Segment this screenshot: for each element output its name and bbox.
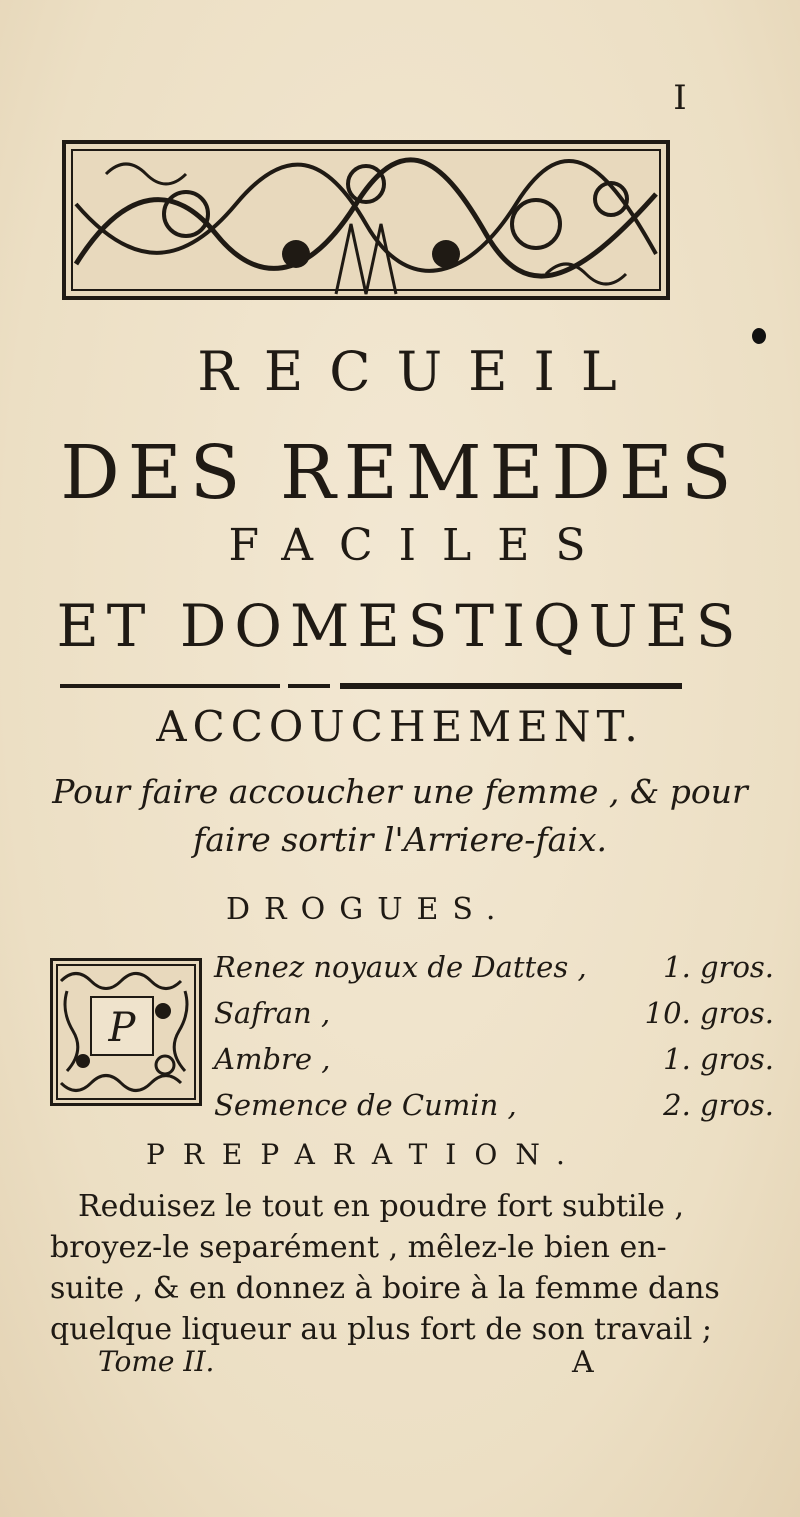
ingredient-row	[214, 950, 774, 996]
drogues-heading: DROGUES.	[226, 892, 510, 927]
preparation-heading: PREPARATION.	[146, 1138, 583, 1171]
ingredient-row	[214, 1088, 774, 1134]
ingredient-qty: 1. gros.	[663, 1042, 774, 1076]
body-line: broyez-le separément , mêlez-le bien en-	[50, 1230, 667, 1265]
page-number: I	[673, 78, 687, 118]
ingredient-name: Safran ,	[214, 996, 331, 1030]
section-subtitle-line-1: Pour faire accoucher une femme , & pour	[52, 772, 748, 811]
initial-letter: P	[108, 1005, 136, 1051]
decorated-initial	[50, 958, 202, 1106]
section-title: ACCOUCHEMENT.	[156, 702, 644, 751]
footer-tome: Tome II.	[98, 1345, 215, 1378]
divider-rule	[60, 682, 682, 692]
title-line-3: FACILES	[228, 520, 612, 571]
title-line-1: RECUEIL	[197, 340, 643, 403]
body-line: suite , & en donnez à boire à la femme dans	[50, 1271, 720, 1306]
decorated-initial-icon	[53, 961, 199, 1103]
title-line-2: DES REMEDES	[60, 430, 740, 516]
ingredient-row	[214, 1042, 774, 1088]
ingredient-name: Ambre ,	[214, 1042, 331, 1076]
ingredient-name: Renez noyaux de Dattes ,	[214, 950, 587, 984]
ingredient-qty: 10. gros.	[644, 996, 774, 1030]
body-line: Reduisez le tout en poudre fort subtile ,	[78, 1189, 684, 1224]
body-line: quelque liqueur au plus fort de son travail ;	[50, 1312, 713, 1347]
ingredient-row	[214, 996, 774, 1042]
title-line-4: ET DOMESTIQUES	[56, 592, 744, 660]
footer-signature: A	[572, 1345, 594, 1380]
floral-ornament-icon	[66, 144, 666, 296]
body-paragraph	[50, 1186, 755, 1350]
ingredient-qty: 1. gros.	[663, 950, 774, 984]
ornamental-headpiece	[62, 140, 670, 300]
ingredient-name: Semence de Cumin ,	[214, 1088, 517, 1122]
section-subtitle-line-2: faire sortir l'Arriere-faix.	[193, 820, 607, 859]
ingredient-list	[214, 950, 774, 1134]
ingredient-qty: 2. gros.	[663, 1088, 774, 1122]
